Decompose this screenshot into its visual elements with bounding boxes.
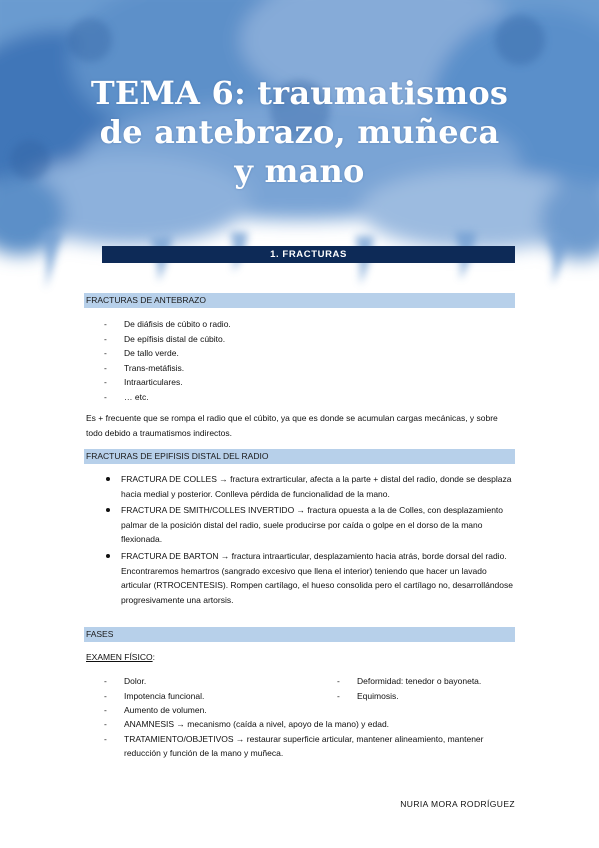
examen-fisico-label (86, 650, 155, 665)
title-line-1: TEMA 6: traumatismos (90, 74, 509, 112)
list-item: - De diáfisis de cúbito o radio. (104, 317, 504, 332)
list-item: - De tallo verde. (104, 346, 504, 361)
antebrazo-list (104, 317, 504, 405)
fases-list (104, 717, 512, 761)
antebrazo-note: Es + frecuente que se rompa el radio que el cúbito, ya que es donde se acumulan cargas mecánicas, y sobre todo debido a traumatismos indirectos. (86, 413, 498, 438)
section-heading-fracturas: 1. FRACTURAS (102, 246, 515, 263)
list-item: - … etc. (104, 390, 504, 405)
list-item: - Deformidad: tenedor o bayoneta. (337, 674, 517, 689)
examen-fisico-colon: : (152, 652, 155, 662)
document-title (0, 74, 599, 191)
list-item: - De epífisis distal de cúbito. (104, 332, 504, 347)
list-item: - Dolor. (104, 674, 324, 689)
list-item-colles: FRACTURA DE COLLES → fractura extrarticular, afecta a la parte + distal del radio, donde se desplaza hacia medial y posterior. Conlleva pérdida de funcionalidad de la mano. (104, 472, 514, 501)
subheading-epifisis-distal-radio: FRACTURAS DE EPIFISIS DISTAL DEL RADIO (84, 449, 515, 464)
list-item: - Aumento de volumen. (104, 703, 324, 718)
list-item-barton: FRACTURA DE BARTON → fractura intraarticular, desplazamiento hacia atrás, borde dorsal del radio. Encontraremos hemartros (sangrado excesivo que llena el interior) teniendo que hacer un lavado articular (RTROCENTESIS). Rompen cartílago, el hueso consolida pero el cartílago no, desarrollándose progresivamente una artorsis. (104, 549, 514, 607)
title-line-2: de antebrazo, muñeca (99, 113, 500, 151)
author-footer: NURIA MORA RODRÍGUEZ (400, 799, 515, 809)
subheading-fracturas-antebrazo: FRACTURAS DE ANTEBRAZO (84, 293, 515, 308)
list-item: - Equimosis. (337, 689, 517, 704)
list-item: - Trans-metáfisis. (104, 361, 504, 376)
examen-list-left (104, 674, 324, 718)
examen-fisico-text: EXAMEN FÍSICO (86, 652, 153, 662)
list-item: - Impotencia funcional. (104, 689, 324, 704)
epifisis-list (104, 472, 514, 609)
list-item: - Intraarticulares. (104, 375, 504, 390)
list-item-smith: FRACTURA DE SMITH/COLLES INVERTIDO → fractura opuesta a la de Colles, con desplazamiento palmar de la posición distal del radio, suele producirse por caída o golpe en el dorso de la mano flexionada. (104, 503, 514, 547)
title-line-3: y mano (234, 152, 365, 190)
examen-list-right (337, 674, 517, 703)
list-item-anamnesis: - ANAMNESIS → mecanismo (caída a nivel, apoyo de la mano) y edad. (104, 717, 512, 732)
list-item-tratamiento: - TRATAMIENTO/OBJETIVOS → restaurar superficie articular, mantener alineamiento, mantener reducción y función de la mano y muñeca. (104, 732, 512, 761)
subheading-fases: FASES (84, 627, 515, 642)
